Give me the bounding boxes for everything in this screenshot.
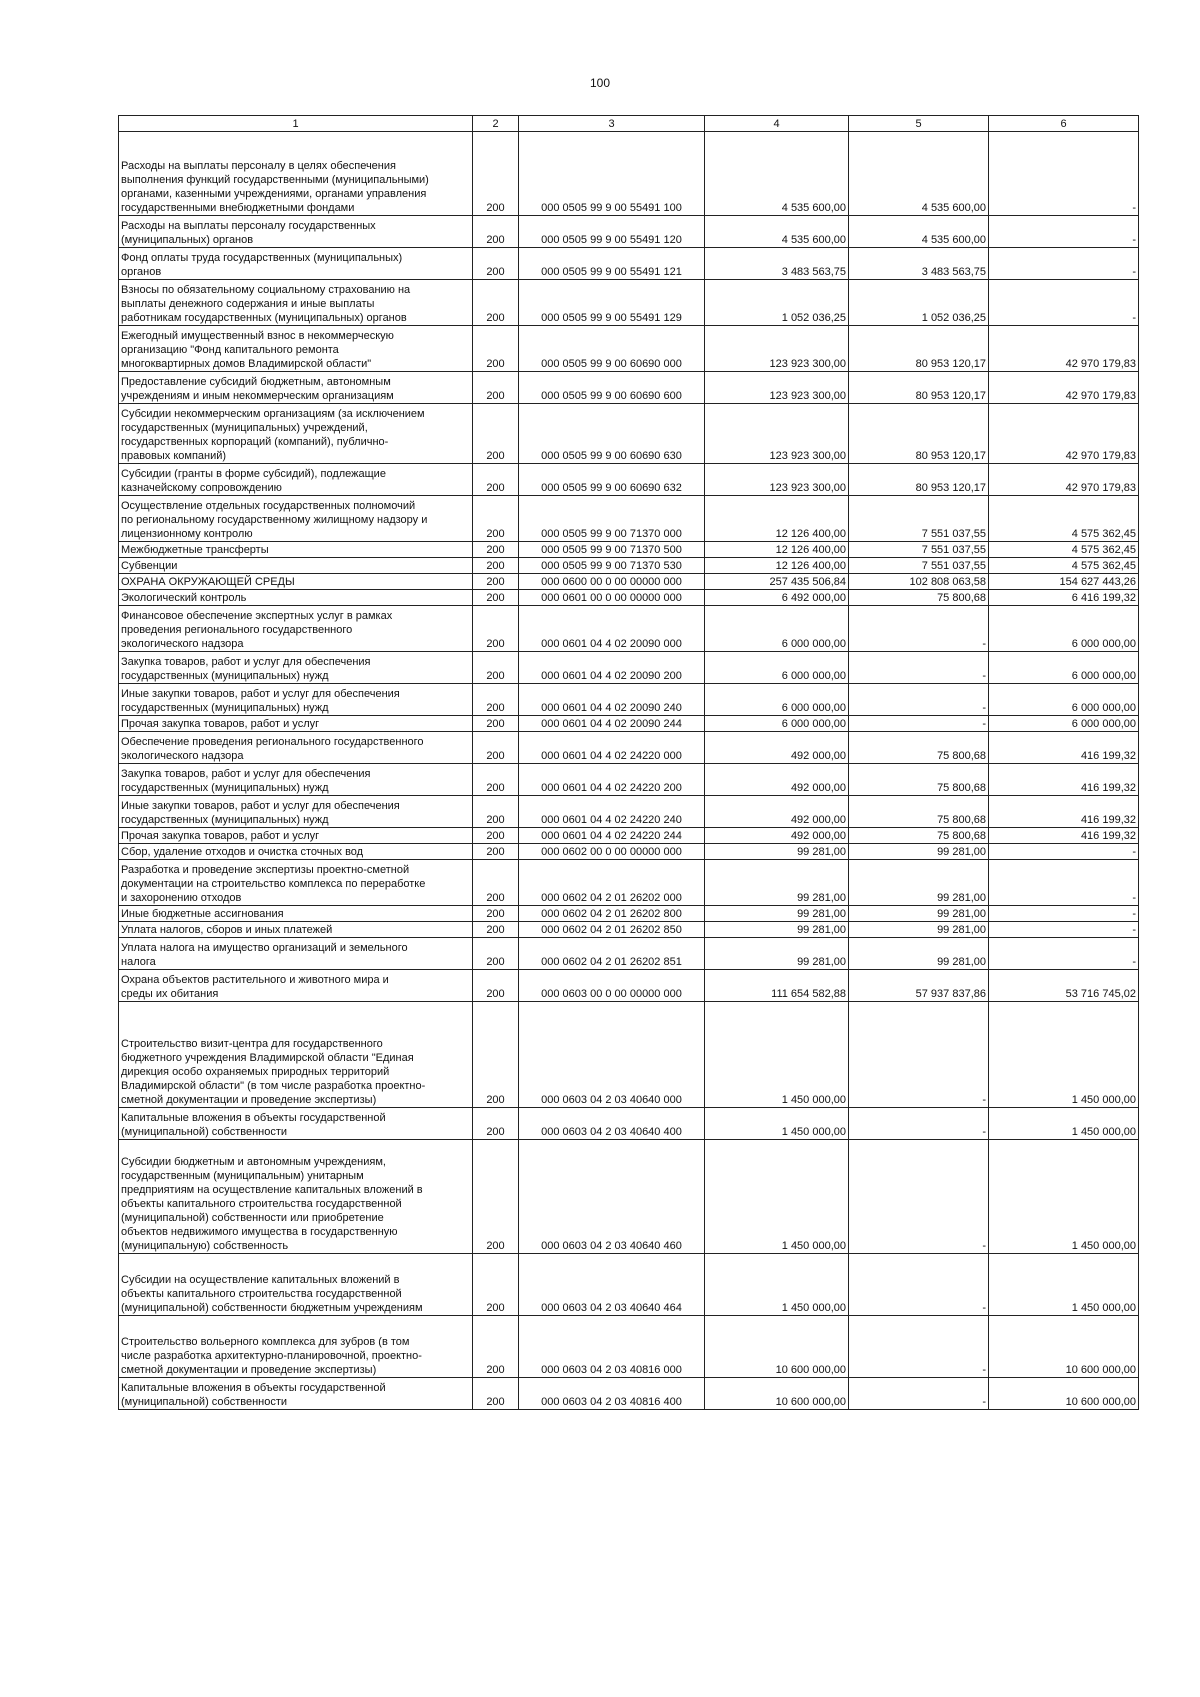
row-budget-code: 000 0505 99 9 00 55491 100 xyxy=(519,132,705,216)
row-executed-amount: 99 281,00 xyxy=(849,938,989,970)
row-approved-amount: 492 000,00 xyxy=(705,828,849,844)
row-budget-code: 000 0505 99 9 00 60690 600 xyxy=(519,372,705,404)
table-row xyxy=(119,716,1139,732)
row-budget-code: 000 0603 04 2 03 40640 464 xyxy=(519,1254,705,1316)
row-executed-amount: 99 281,00 xyxy=(849,906,989,922)
row-budget-code: 000 0505 99 9 00 55491 129 xyxy=(519,280,705,326)
row-unexecuted-amount: - xyxy=(989,248,1139,280)
table-row xyxy=(119,1378,1139,1410)
row-unexecuted-amount: 416 199,32 xyxy=(989,732,1139,764)
row-approved-amount: 6 000 000,00 xyxy=(705,684,849,716)
row-approved-amount: 257 435 506,84 xyxy=(705,574,849,590)
column-header-2: 2 xyxy=(473,116,519,132)
row-executed-amount: - xyxy=(849,652,989,684)
row-name: Уплата налога на имущество организаций и земельного налога xyxy=(119,938,473,970)
row-name: Субсидии бюджетным и автономным учреждениям, государственным (муниципальным) унитарным предприятиям на осуществление капитальных вложений в объекты капитального строительства государственной (муниципальной) собственности или приобретение объектов недвижимого имущества в государственную (муниципальную) собственность xyxy=(119,1140,473,1254)
table-row xyxy=(119,828,1139,844)
row-unexecuted-amount: - xyxy=(989,844,1139,860)
row-approved-amount: 99 281,00 xyxy=(705,860,849,906)
row-budget-code: 000 0601 04 4 02 20090 240 xyxy=(519,684,705,716)
row-budget-code: 000 0603 00 0 00 00000 000 xyxy=(519,970,705,1002)
row-budget-code: 000 0601 04 4 02 20090 244 xyxy=(519,716,705,732)
row-approved-amount: 10 600 000,00 xyxy=(705,1316,849,1378)
row-name: Субсидии некоммерческим организациям (за исключением государственных (муниципальных) учреждений, государственных корпораций (компаний), публично- правовых компаний) xyxy=(119,404,473,464)
row-approved-amount: 123 923 300,00 xyxy=(705,464,849,496)
row-executed-amount: 99 281,00 xyxy=(849,860,989,906)
row-executed-amount: - xyxy=(849,1316,989,1378)
table-row xyxy=(119,542,1139,558)
row-approved-amount: 1 450 000,00 xyxy=(705,1140,849,1254)
row-unexecuted-amount: 1 450 000,00 xyxy=(989,1140,1139,1254)
row-executed-amount: 80 953 120,17 xyxy=(849,372,989,404)
table-body xyxy=(119,132,1139,1410)
row-budget-code: 000 0505 99 9 00 71370 000 xyxy=(519,496,705,542)
row-executed-amount: 7 551 037,55 xyxy=(849,542,989,558)
page-number: 100 xyxy=(589,76,611,90)
table-row xyxy=(119,906,1139,922)
row-approved-amount: 123 923 300,00 xyxy=(705,404,849,464)
row-budget-code: 000 0505 99 9 00 60690 632 xyxy=(519,464,705,496)
row-line-code: 200 xyxy=(473,542,519,558)
row-budget-code: 000 0505 99 9 00 60690 630 xyxy=(519,404,705,464)
table-row xyxy=(119,248,1139,280)
row-line-code: 200 xyxy=(473,844,519,860)
table-row xyxy=(119,732,1139,764)
row-budget-code: 000 0505 99 9 00 71370 500 xyxy=(519,542,705,558)
table-row xyxy=(119,496,1139,542)
row-approved-amount: 12 126 400,00 xyxy=(705,542,849,558)
row-executed-amount: 80 953 120,17 xyxy=(849,464,989,496)
row-line-code: 200 xyxy=(473,1108,519,1140)
row-executed-amount: - xyxy=(849,684,989,716)
row-budget-code: 000 0601 00 0 00 00000 000 xyxy=(519,590,705,606)
row-name: Прочая закупка товаров, работ и услуг xyxy=(119,828,473,844)
row-budget-code: 000 0505 99 9 00 71370 530 xyxy=(519,558,705,574)
table-row xyxy=(119,938,1139,970)
table-row xyxy=(119,860,1139,906)
column-header-5: 5 xyxy=(849,116,989,132)
row-approved-amount: 1 450 000,00 xyxy=(705,1254,849,1316)
row-unexecuted-amount: 53 716 745,02 xyxy=(989,970,1139,1002)
row-unexecuted-amount: 42 970 179,83 xyxy=(989,404,1139,464)
row-executed-amount: 99 281,00 xyxy=(849,922,989,938)
table-row xyxy=(119,404,1139,464)
row-budget-code: 000 0505 99 9 00 55491 120 xyxy=(519,216,705,248)
row-approved-amount: 6 000 000,00 xyxy=(705,606,849,652)
column-header-3: 3 xyxy=(519,116,705,132)
row-unexecuted-amount: - xyxy=(989,906,1139,922)
row-name: Расходы на выплаты персоналу государственных (муниципальных) органов xyxy=(119,216,473,248)
table-row xyxy=(119,464,1139,496)
row-unexecuted-amount: 42 970 179,83 xyxy=(989,464,1139,496)
row-name: Иные закупки товаров, работ и услуг для обеспечения государственных (муниципальных) нужд xyxy=(119,684,473,716)
row-name: Расходы на выплаты персоналу в целях обеспечения выполнения функций государственными (муниципальными) органами, казенными учреждениями, органами управления государственными внебюджетными фондами xyxy=(119,132,473,216)
row-budget-code: 000 0602 04 2 01 26202 000 xyxy=(519,860,705,906)
row-name: Капитальные вложения в объекты государственной (муниципальной) собственности xyxy=(119,1378,473,1410)
row-name: Прочая закупка товаров, работ и услуг xyxy=(119,716,473,732)
row-name: Разработка и проведение экспертизы проектно-сметной документации на строительство комплекса по переработке и захоронению отходов xyxy=(119,860,473,906)
row-unexecuted-amount: 6 000 000,00 xyxy=(989,716,1139,732)
column-number-row xyxy=(119,116,1139,132)
row-executed-amount: 102 808 063,58 xyxy=(849,574,989,590)
row-name: Ежегодный имущественный взнос в некоммерческую организацию "Фонд капитального ремонта многоквартирных домов Владимирской области" xyxy=(119,326,473,372)
row-line-code: 200 xyxy=(473,716,519,732)
table-row xyxy=(119,1002,1139,1108)
row-approved-amount: 12 126 400,00 xyxy=(705,558,849,574)
row-unexecuted-amount: 1 450 000,00 xyxy=(989,1254,1139,1316)
row-name: Капитальные вложения в объекты государственной (муниципальной) собственности xyxy=(119,1108,473,1140)
row-line-code: 200 xyxy=(473,1378,519,1410)
row-executed-amount: - xyxy=(849,606,989,652)
row-executed-amount: 75 800,68 xyxy=(849,796,989,828)
row-line-code: 200 xyxy=(473,464,519,496)
row-unexecuted-amount: 6 000 000,00 xyxy=(989,652,1139,684)
row-unexecuted-amount: 416 199,32 xyxy=(989,828,1139,844)
row-budget-code: 000 0602 04 2 01 26202 851 xyxy=(519,938,705,970)
row-executed-amount: - xyxy=(849,1108,989,1140)
table-row xyxy=(119,132,1139,216)
row-budget-code: 000 0603 04 2 03 40816 000 xyxy=(519,1316,705,1378)
table-row xyxy=(119,574,1139,590)
row-budget-code: 000 0602 04 2 01 26202 800 xyxy=(519,906,705,922)
row-executed-amount: - xyxy=(849,1378,989,1410)
row-name: Субвенции xyxy=(119,558,473,574)
row-executed-amount: 7 551 037,55 xyxy=(849,496,989,542)
row-approved-amount: 111 654 582,88 xyxy=(705,970,849,1002)
row-name: Экологический контроль xyxy=(119,590,473,606)
row-approved-amount: 492 000,00 xyxy=(705,796,849,828)
row-approved-amount: 10 600 000,00 xyxy=(705,1378,849,1410)
table-row xyxy=(119,1108,1139,1140)
row-executed-amount: - xyxy=(849,1002,989,1108)
row-line-code: 200 xyxy=(473,1316,519,1378)
row-name: Финансовое обеспечение экспертных услуг в рамках проведения регионального государственного экологического надзора xyxy=(119,606,473,652)
row-name: Предоставление субсидий бюджетным, автономным учреждениям и иным некоммерческим организациям xyxy=(119,372,473,404)
row-approved-amount: 12 126 400,00 xyxy=(705,496,849,542)
table-row xyxy=(119,1254,1139,1316)
row-approved-amount: 492 000,00 xyxy=(705,764,849,796)
row-name: Строительство визит-центра для государственного бюджетного учреждения Владимирской области "Единая дирекция особо охраняемых природных территорий Владимирской области" (в том числе разработка проектно- сметной документации и проведение экспертизы) xyxy=(119,1002,473,1108)
row-name: Закупка товаров, работ и услуг для обеспечения государственных (муниципальных) нужд xyxy=(119,764,473,796)
row-unexecuted-amount: - xyxy=(989,280,1139,326)
row-line-code: 200 xyxy=(473,764,519,796)
row-unexecuted-amount: - xyxy=(989,132,1139,216)
row-executed-amount: 75 800,68 xyxy=(849,590,989,606)
row-line-code: 200 xyxy=(473,248,519,280)
row-unexecuted-amount: 4 575 362,45 xyxy=(989,496,1139,542)
row-line-code: 200 xyxy=(473,1140,519,1254)
row-line-code: 200 xyxy=(473,922,519,938)
row-executed-amount: 75 800,68 xyxy=(849,764,989,796)
row-line-code: 200 xyxy=(473,280,519,326)
row-executed-amount: - xyxy=(849,1254,989,1316)
row-name: Субсидии на осуществление капитальных вложений в объекты капитального строительства государственной (муниципальной) собственности бюджетным учреждениям xyxy=(119,1254,473,1316)
table-row xyxy=(119,558,1139,574)
row-unexecuted-amount: 42 970 179,83 xyxy=(989,326,1139,372)
column-header-1: 1 xyxy=(119,116,473,132)
row-unexecuted-amount: - xyxy=(989,216,1139,248)
row-budget-code: 000 0603 04 2 03 40640 000 xyxy=(519,1002,705,1108)
row-line-code: 200 xyxy=(473,906,519,922)
row-unexecuted-amount: 1 450 000,00 xyxy=(989,1108,1139,1140)
row-name: Иные бюджетные ассигнования xyxy=(119,906,473,922)
row-name: Фонд оплаты труда государственных (муниципальных) органов xyxy=(119,248,473,280)
row-executed-amount: 75 800,68 xyxy=(849,732,989,764)
row-name: ОХРАНА ОКРУЖАЮЩЕЙ СРЕДЫ xyxy=(119,574,473,590)
row-executed-amount: 4 535 600,00 xyxy=(849,216,989,248)
row-approved-amount: 99 281,00 xyxy=(705,906,849,922)
table-row xyxy=(119,216,1139,248)
table-row xyxy=(119,590,1139,606)
row-name: Строительство вольерного комплекса для зубров (в том числе разработка архитектурно-планировочной, проектно- сметной документации и проведение экспертизы) xyxy=(119,1316,473,1378)
row-executed-amount: 99 281,00 xyxy=(849,844,989,860)
row-budget-code: 000 0601 04 4 02 20090 200 xyxy=(519,652,705,684)
row-name: Охрана объектов растительного и животного мира и среды их обитания xyxy=(119,970,473,1002)
row-executed-amount: 80 953 120,17 xyxy=(849,326,989,372)
row-unexecuted-amount: 6 000 000,00 xyxy=(989,684,1139,716)
row-executed-amount: 75 800,68 xyxy=(849,828,989,844)
row-unexecuted-amount: - xyxy=(989,938,1139,970)
row-budget-code: 000 0603 04 2 03 40640 400 xyxy=(519,1108,705,1140)
table-row xyxy=(119,326,1139,372)
row-executed-amount: 3 483 563,75 xyxy=(849,248,989,280)
row-budget-code: 000 0602 04 2 01 26202 850 xyxy=(519,922,705,938)
row-approved-amount: 1 450 000,00 xyxy=(705,1108,849,1140)
row-approved-amount: 3 483 563,75 xyxy=(705,248,849,280)
table-row xyxy=(119,1140,1139,1254)
row-line-code: 200 xyxy=(473,372,519,404)
row-executed-amount: - xyxy=(849,716,989,732)
table-row xyxy=(119,764,1139,796)
row-unexecuted-amount: 10 600 000,00 xyxy=(989,1378,1139,1410)
row-budget-code: 000 0601 04 4 02 24220 240 xyxy=(519,796,705,828)
row-name: Субсидии (гранты в форме субсидий), подлежащие казначейскому сопровождению xyxy=(119,464,473,496)
row-unexecuted-amount: 6 000 000,00 xyxy=(989,606,1139,652)
row-budget-code: 000 0601 04 4 02 24220 000 xyxy=(519,732,705,764)
row-unexecuted-amount: 42 970 179,83 xyxy=(989,372,1139,404)
row-line-code: 200 xyxy=(473,558,519,574)
row-line-code: 200 xyxy=(473,828,519,844)
row-line-code: 200 xyxy=(473,326,519,372)
row-name: Закупка товаров, работ и услуг для обеспечения государственных (муниципальных) нужд xyxy=(119,652,473,684)
row-line-code: 200 xyxy=(473,860,519,906)
row-approved-amount: 6 492 000,00 xyxy=(705,590,849,606)
table-row xyxy=(119,684,1139,716)
table-row xyxy=(119,970,1139,1002)
row-unexecuted-amount: 10 600 000,00 xyxy=(989,1316,1139,1378)
row-unexecuted-amount: 416 199,32 xyxy=(989,796,1139,828)
row-line-code: 200 xyxy=(473,1002,519,1108)
table-row xyxy=(119,796,1139,828)
row-name: Взносы по обязательному социальному страхованию на выплаты денежного содержания и иные выплаты работникам государственных (муниципальных) органов xyxy=(119,280,473,326)
row-executed-amount: 7 551 037,55 xyxy=(849,558,989,574)
row-name: Сбор, удаление отходов и очистка сточных вод xyxy=(119,844,473,860)
row-line-code: 200 xyxy=(473,216,519,248)
row-approved-amount: 492 000,00 xyxy=(705,732,849,764)
row-approved-amount: 99 281,00 xyxy=(705,938,849,970)
row-line-code: 200 xyxy=(473,732,519,764)
row-line-code: 200 xyxy=(473,970,519,1002)
table-row xyxy=(119,606,1139,652)
row-unexecuted-amount: 4 575 362,45 xyxy=(989,558,1139,574)
budget-execution-table xyxy=(118,115,1139,1410)
row-unexecuted-amount: 6 416 199,32 xyxy=(989,590,1139,606)
row-line-code: 200 xyxy=(473,132,519,216)
row-line-code: 200 xyxy=(473,496,519,542)
row-line-code: 200 xyxy=(473,652,519,684)
column-header-4: 4 xyxy=(705,116,849,132)
row-line-code: 200 xyxy=(473,1254,519,1316)
row-line-code: 200 xyxy=(473,684,519,716)
row-executed-amount: 1 052 036,25 xyxy=(849,280,989,326)
row-unexecuted-amount: - xyxy=(989,922,1139,938)
row-executed-amount: 80 953 120,17 xyxy=(849,404,989,464)
row-budget-code: 000 0601 04 4 02 24220 244 xyxy=(519,828,705,844)
row-approved-amount: 123 923 300,00 xyxy=(705,372,849,404)
row-budget-code: 000 0505 99 9 00 60690 000 xyxy=(519,326,705,372)
row-approved-amount: 6 000 000,00 xyxy=(705,652,849,684)
row-line-code: 200 xyxy=(473,938,519,970)
row-executed-amount: 4 535 600,00 xyxy=(849,132,989,216)
row-approved-amount: 99 281,00 xyxy=(705,844,849,860)
row-line-code: 200 xyxy=(473,796,519,828)
row-approved-amount: 99 281,00 xyxy=(705,922,849,938)
row-approved-amount: 1 450 000,00 xyxy=(705,1002,849,1108)
row-unexecuted-amount: 416 199,32 xyxy=(989,764,1139,796)
row-unexecuted-amount: 154 627 443,26 xyxy=(989,574,1139,590)
row-budget-code: 000 0603 04 2 03 40816 400 xyxy=(519,1378,705,1410)
row-line-code: 200 xyxy=(473,590,519,606)
row-line-code: 200 xyxy=(473,574,519,590)
row-line-code: 200 xyxy=(473,404,519,464)
row-budget-code: 000 0601 04 4 02 24220 200 xyxy=(519,764,705,796)
row-name: Осуществление отдельных государственных полномочий по региональному государственному жилищному надзору и лицензионному контролю xyxy=(119,496,473,542)
row-approved-amount: 123 923 300,00 xyxy=(705,326,849,372)
row-name: Иные закупки товаров, работ и услуг для обеспечения государственных (муниципальных) нужд xyxy=(119,796,473,828)
row-approved-amount: 6 000 000,00 xyxy=(705,716,849,732)
row-unexecuted-amount: 1 450 000,00 xyxy=(989,1002,1139,1108)
table-row xyxy=(119,280,1139,326)
row-budget-code: 000 0602 00 0 00 00000 000 xyxy=(519,844,705,860)
row-budget-code: 000 0600 00 0 00 00000 000 xyxy=(519,574,705,590)
table-row xyxy=(119,652,1139,684)
row-approved-amount: 1 052 036,25 xyxy=(705,280,849,326)
row-approved-amount: 4 535 600,00 xyxy=(705,132,849,216)
row-budget-code: 000 0601 04 4 02 20090 000 xyxy=(519,606,705,652)
row-budget-code: 000 0603 04 2 03 40640 460 xyxy=(519,1140,705,1254)
row-name: Межбюджетные трансферты xyxy=(119,542,473,558)
table-row xyxy=(119,1316,1139,1378)
row-approved-amount: 4 535 600,00 xyxy=(705,216,849,248)
table-row xyxy=(119,372,1139,404)
row-unexecuted-amount: 4 575 362,45 xyxy=(989,542,1139,558)
column-header-6: 6 xyxy=(989,116,1139,132)
row-unexecuted-amount: - xyxy=(989,860,1139,906)
table-row xyxy=(119,922,1139,938)
row-budget-code: 000 0505 99 9 00 55491 121 xyxy=(519,248,705,280)
row-executed-amount: - xyxy=(849,1140,989,1254)
row-name: Уплата налогов, сборов и иных платежей xyxy=(119,922,473,938)
row-executed-amount: 57 937 837,86 xyxy=(849,970,989,1002)
table-row xyxy=(119,844,1139,860)
row-name: Обеспечение проведения регионального государственного экологического надзора xyxy=(119,732,473,764)
row-line-code: 200 xyxy=(473,606,519,652)
